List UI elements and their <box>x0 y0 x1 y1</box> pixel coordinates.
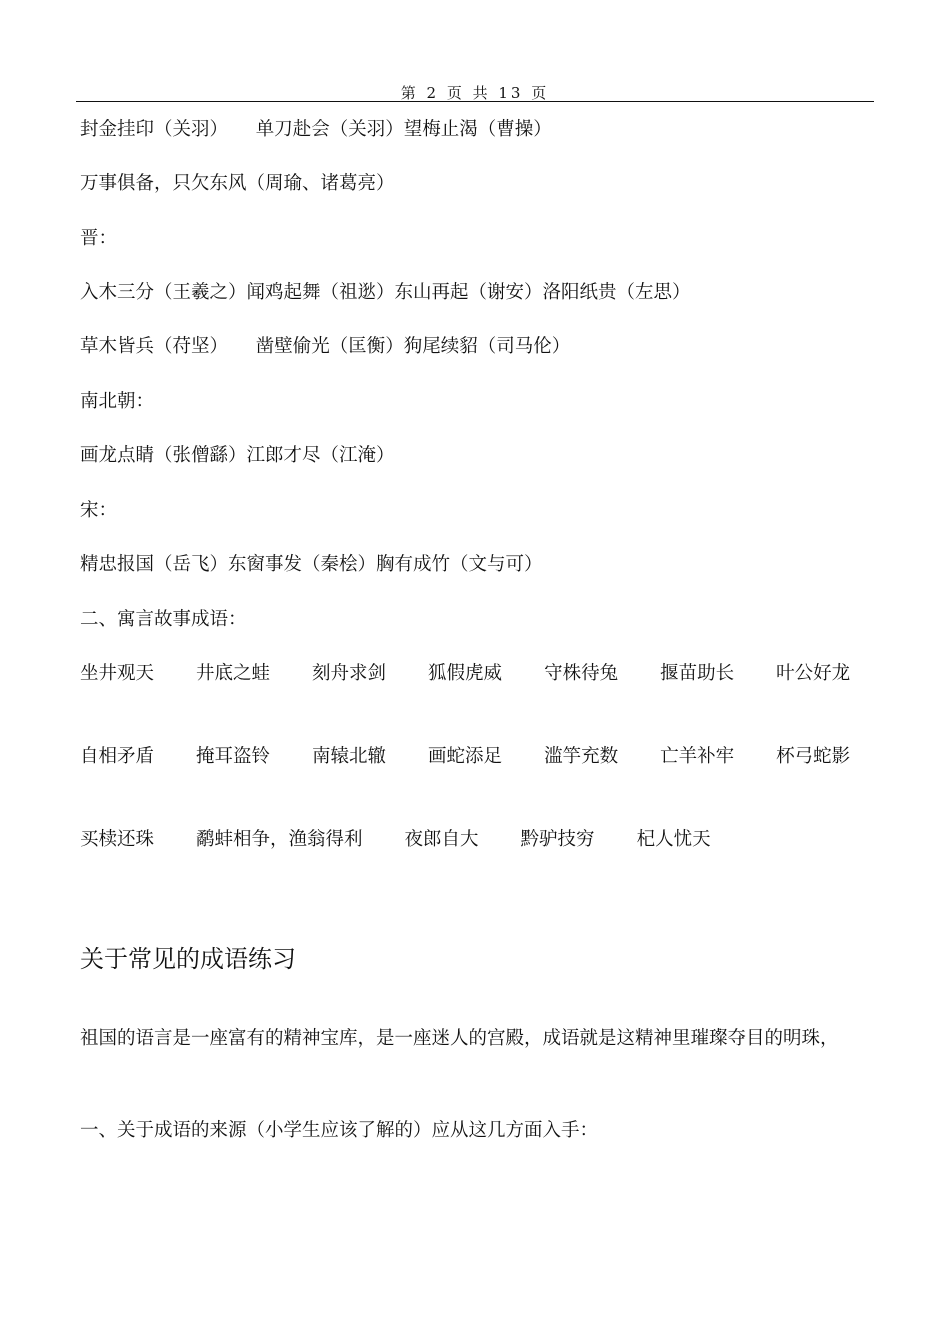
idiom: 鹬蚌相争，渔翁得利 <box>196 829 363 850</box>
dynasty-heading-nanbeichao: 南北朝： <box>80 391 155 412</box>
dynasty-heading-jin: 晋： <box>80 228 118 249</box>
idiom: 杞人忧天 <box>636 829 711 850</box>
text-line: 万事俱备，只欠东风（周瑜、诸葛亮） <box>80 173 395 194</box>
idiom: 守株待兔 <box>544 663 619 684</box>
idiom: 叶公好龙 <box>776 663 851 684</box>
text-line: 封金挂印（关羽） 单刀赴会（关羽）望梅止渴（曹操） <box>80 119 552 140</box>
fable-row <box>80 742 880 771</box>
idiom: 狐假虎威 <box>428 663 503 684</box>
header-divider <box>76 101 874 102</box>
idiom: 画蛇添足 <box>428 746 503 767</box>
fable-row <box>80 659 880 688</box>
idiom: 南辕北辙 <box>312 746 387 767</box>
idiom: 自相矛盾 <box>80 746 155 767</box>
point-heading: 一、关于成语的来源（小学生应该了解的）应从这几方面入手： <box>80 1120 599 1141</box>
dynasty-heading-song: 宋： <box>80 500 118 521</box>
idiom: 黔驴技穷 <box>520 829 595 850</box>
idiom: 掩耳盗铃 <box>196 746 271 767</box>
fable-row <box>80 825 880 854</box>
text-line: 入木三分（王羲之）闻鸡起舞（祖逖）东山再起（谢安）洛阳纸贵（左思） <box>80 282 691 303</box>
idiom: 井底之蛙 <box>196 663 271 684</box>
idiom: 亡羊补牢 <box>660 746 735 767</box>
idiom: 杯弓蛇影 <box>776 746 851 767</box>
section-title: 关于常见的成语练习 <box>80 945 296 973</box>
idiom: 揠苗助长 <box>660 663 735 684</box>
text-line: 精忠报国（岳飞）东窗事发（秦桧）胸有成竹（文与可） <box>80 554 543 575</box>
idiom: 夜郎自大 <box>404 829 479 850</box>
idiom: 坐井观天 <box>80 663 155 684</box>
text-line: 画龙点睛（张僧繇）江郎才尽（江淹） <box>80 445 395 466</box>
idiom: 买椟还珠 <box>80 829 155 850</box>
text-line: 草木皆兵（苻坚） 凿壁偷光（匡衡）狗尾续貂（司马伦） <box>80 336 571 357</box>
section-heading-fables: 二、寓言故事成语： <box>80 609 247 630</box>
page-header: 第 2 页 共 13 页 <box>400 84 550 102</box>
idiom: 滥竽充数 <box>544 746 619 767</box>
idiom: 刻舟求剑 <box>312 663 387 684</box>
intro-paragraph: 祖国的语言是一座富有的精神宝库，是一座迷人的宫殿，成语就是这精神里璀璨夺目的明珠， <box>80 1028 839 1049</box>
